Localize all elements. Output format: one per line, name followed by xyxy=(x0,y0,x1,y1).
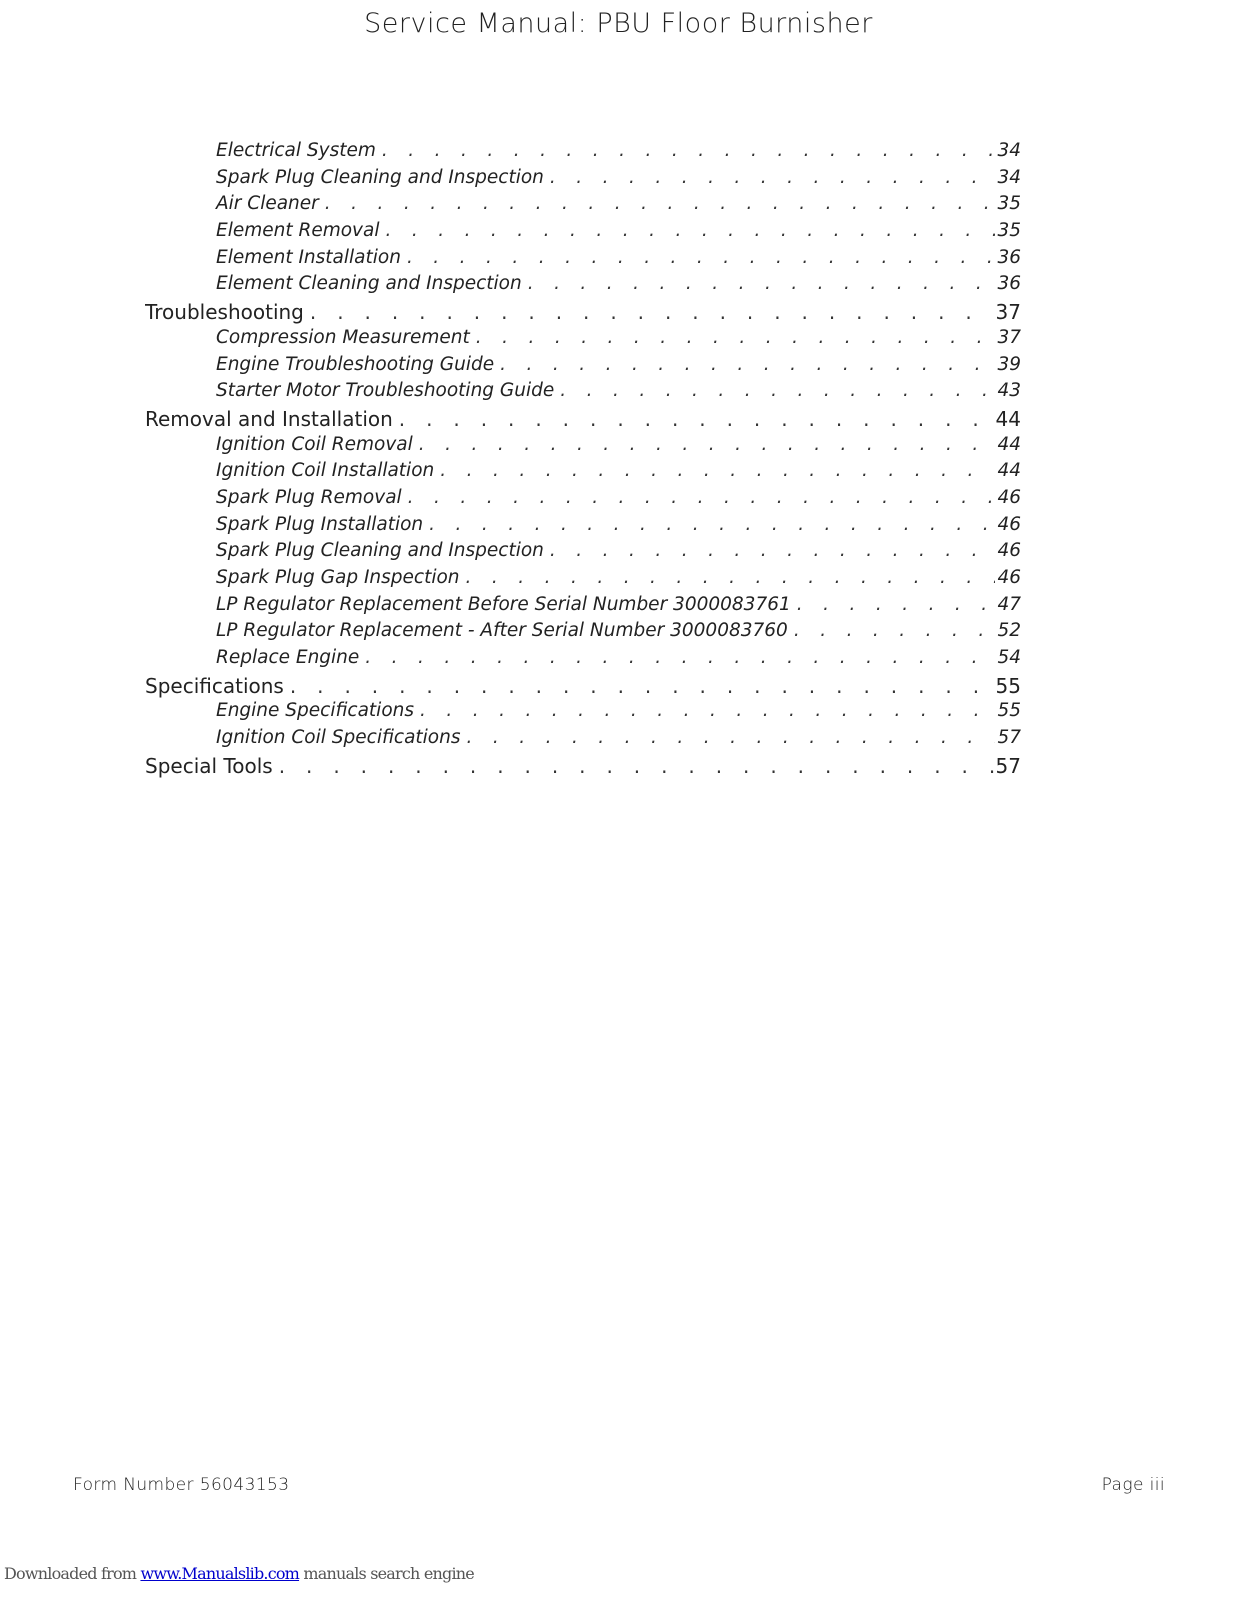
toc-dot-leader xyxy=(560,380,995,401)
toc-subsection-entry[interactable] xyxy=(145,273,1021,300)
download-prefix: Downloaded from xyxy=(4,1564,141,1583)
toc-entry-page-number: 36 xyxy=(997,273,1021,295)
download-suffix: manuals search engine xyxy=(299,1564,474,1583)
toc-dot-leader xyxy=(528,273,996,294)
toc-subsection-entry[interactable] xyxy=(145,540,1021,567)
toc-entry-label: Special Tools xyxy=(145,753,273,778)
toc-entry-page-number: 54 xyxy=(997,647,1021,669)
toc-dot-leader xyxy=(794,620,996,641)
toc-entry-page-number: 37 xyxy=(995,300,1021,325)
toc-entry-label: Removal and Installation xyxy=(145,406,393,431)
toc-entry-label: Ignition Coil Removal xyxy=(216,433,413,455)
toc-dot-leader xyxy=(420,700,995,721)
toc-entry-label: Element Cleaning and Inspection xyxy=(216,273,522,295)
toc-entry-page-number: 46 xyxy=(997,486,1021,508)
toc-entry-label: Spark Plug Installation xyxy=(216,513,424,535)
toc-entry-label: Element Removal xyxy=(216,220,380,242)
toc-dot-leader xyxy=(407,247,996,268)
toc-entry-label: Element Installation xyxy=(216,246,401,268)
page-number: Page iii xyxy=(1101,1475,1165,1495)
toc-subsection-entry[interactable] xyxy=(145,327,1021,354)
toc-dot-leader xyxy=(500,354,995,375)
toc-subsection-entry[interactable] xyxy=(145,140,1021,167)
toc-dot-leader xyxy=(408,487,996,508)
toc-subsection-entry[interactable] xyxy=(145,594,1021,621)
toc-entry-label: Replace Engine xyxy=(216,647,360,669)
toc-subsection-entry[interactable] xyxy=(145,354,1021,381)
toc-subsection-entry[interactable] xyxy=(145,727,1021,754)
toc-section-entry[interactable] xyxy=(145,300,1021,327)
toc-entry-label: Compression Measurement xyxy=(216,326,470,348)
toc-subsection-entry[interactable] xyxy=(145,434,1021,461)
toc-entry-label: Specifications xyxy=(145,673,284,698)
toc-entry-page-number: 46 xyxy=(997,540,1021,562)
toc-entry-page-number: 39 xyxy=(997,353,1021,375)
toc-entry-label: Ignition Coil Installation xyxy=(216,460,435,482)
toc-entry-label: Engine Troubleshooting Guide xyxy=(216,353,495,375)
toc-entry-page-number: 46 xyxy=(997,567,1021,588)
toc-subsection-entry[interactable] xyxy=(145,220,1021,247)
toc-dot-leader xyxy=(365,647,995,668)
toc-entry-label: Electrical System xyxy=(216,140,376,161)
toc-entry-page-number: 34 xyxy=(997,166,1021,188)
toc-dot-leader xyxy=(385,220,995,241)
toc-dot-leader xyxy=(419,434,996,455)
manualslib-link[interactable]: www.Manualslib.com xyxy=(140,1564,300,1583)
toc-entry-label: Spark Plug Cleaning and Inspection xyxy=(216,166,544,188)
toc-dot-leader xyxy=(550,167,996,188)
toc-entry-label: Engine Specifications xyxy=(216,700,414,722)
toc-dot-leader xyxy=(279,754,994,778)
toc-section-entry[interactable] xyxy=(145,674,1021,701)
toc-subsection-entry[interactable] xyxy=(145,380,1021,407)
toc-subsection-entry[interactable] xyxy=(145,514,1021,541)
toc-dot-leader xyxy=(399,407,994,431)
toc-subsection-entry[interactable] xyxy=(145,487,1021,514)
toc-dot-leader xyxy=(290,674,994,698)
toc-entry-page-number: 46 xyxy=(997,513,1021,535)
toc-subsection-entry[interactable] xyxy=(145,700,1021,727)
toc-dot-leader xyxy=(440,460,995,481)
toc-entry-label: Ignition Coil Specifications xyxy=(216,727,461,749)
toc-subsection-entry[interactable] xyxy=(145,567,1021,594)
toc-entry-page-number: 37 xyxy=(997,326,1021,348)
page-title: Service Manual: PBU Floor Burnisher xyxy=(364,8,873,39)
toc-dot-leader xyxy=(429,514,995,535)
toc-dot-leader xyxy=(466,567,996,588)
toc-subsection-entry[interactable] xyxy=(145,460,1021,487)
toc-entry-page-number: 57 xyxy=(997,727,1021,749)
toc-entry-page-number: 47 xyxy=(997,593,1021,615)
toc-entry-page-number: 34 xyxy=(997,140,1021,161)
toc-dot-leader xyxy=(310,300,994,324)
toc-entry-page-number: 43 xyxy=(997,380,1021,402)
toc-entry-label: Starter Motor Troubleshooting Guide xyxy=(216,380,555,402)
toc-dot-leader xyxy=(797,594,996,615)
toc-dot-leader xyxy=(467,727,996,748)
table-of-contents xyxy=(145,140,1021,781)
toc-subsection-entry[interactable] xyxy=(145,167,1021,194)
toc-entry-page-number: 55 xyxy=(995,673,1021,698)
toc-section-entry[interactable] xyxy=(145,407,1021,434)
toc-entry-label: LP Regulator Replacement Before Serial Number 3000083761 xyxy=(216,593,791,615)
toc-subsection-entry[interactable] xyxy=(145,647,1021,674)
toc-section-entry[interactable] xyxy=(145,754,1021,781)
toc-subsection-entry[interactable] xyxy=(145,193,1021,220)
toc-entry-label: Troubleshooting xyxy=(145,300,304,325)
toc-entry-label: LP Regulator Replacement - After Serial Number 3000083760 xyxy=(216,620,788,642)
toc-entry-label: Spark Plug Cleaning and Inspection xyxy=(216,540,544,562)
toc-subsection-entry[interactable] xyxy=(145,620,1021,647)
toc-dot-leader xyxy=(325,193,996,214)
toc-entry-page-number: 35 xyxy=(997,193,1021,215)
toc-dot-leader xyxy=(550,540,996,561)
toc-subsection-entry[interactable] xyxy=(145,247,1021,274)
toc-dot-leader xyxy=(382,140,996,161)
toc-entry-page-number: 57 xyxy=(995,753,1021,778)
toc-dot-leader xyxy=(476,327,996,348)
toc-entry-label: Spark Plug Removal xyxy=(216,486,402,508)
toc-entry-page-number: 35 xyxy=(997,220,1021,242)
toc-entry-page-number: 44 xyxy=(997,460,1021,482)
toc-entry-label: Air Cleaner xyxy=(216,193,319,215)
toc-entry-page-number: 52 xyxy=(997,620,1021,642)
form-number: Form Number 56043153 xyxy=(73,1475,290,1495)
download-source-line xyxy=(4,1564,474,1583)
toc-entry-page-number: 55 xyxy=(997,700,1021,722)
toc-entry-label: Spark Plug Gap Inspection xyxy=(216,567,460,588)
toc-entry-page-number: 36 xyxy=(997,246,1021,268)
toc-entry-page-number: 44 xyxy=(995,406,1021,431)
toc-entry-page-number: 44 xyxy=(997,433,1021,455)
